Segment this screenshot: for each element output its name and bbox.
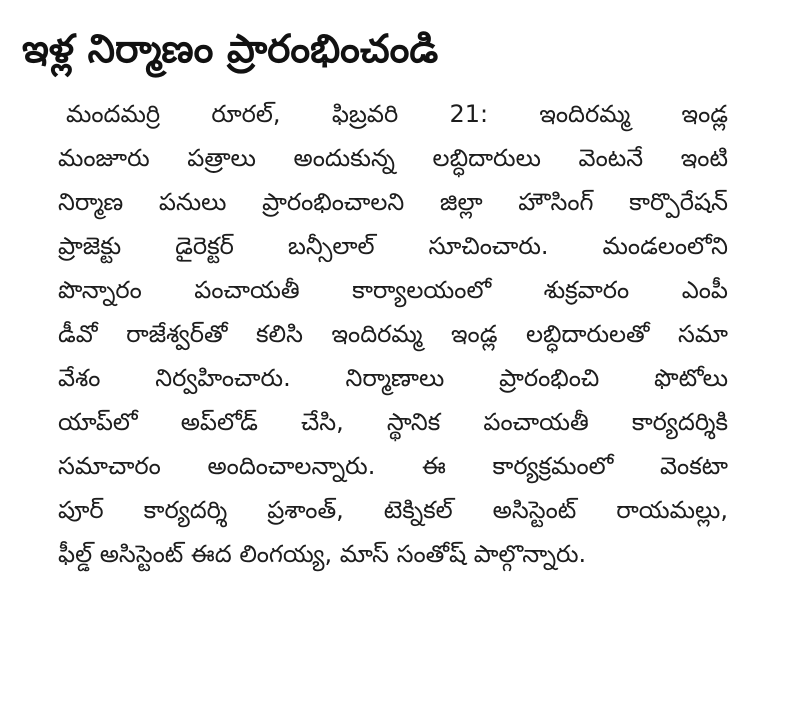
article-line: యాప్‌లో అప్‌లోడ్ చేసి, స్థానిక పంచాయతీ కార్యదర్శికి [58, 408, 728, 436]
article-line: ఫీల్డ్ అసిస్టెంట్ ఈద లింగయ్య, మాస్ సంతోష్ పాల్గొన్నారు. [58, 540, 587, 568]
article-line: నిర్మాణ పనులు ప్రారంభించాలని జిల్లా హౌసింగ్ కార్పొరేషన్ [58, 188, 728, 216]
article-line: సమాచారం అందించాలన్నారు. ఈ కార్యక్రమంలో వెంకటా [58, 452, 728, 480]
article-line: మందమర్రి రూరల్, ఫిబ్రవరి 21: ఇందిరమ్మ ఇండ్ల [66, 100, 728, 128]
cropped-text-residue [240, 0, 490, 5]
article-line: పొన్నారం పంచాయతీ కార్యాలయంలో శుక్రవారం ఎంపీ [58, 276, 728, 304]
article-line: ప్రాజెక్టు డైరెక్టర్ బన్సీలాల్ సూచించారు. మండలంలోని [58, 232, 728, 260]
article-line: మంజూరు పత్రాలు అందుకున్న లబ్ధిదారులు వెంటనే ఇంటి [58, 144, 728, 172]
article-line: వేశం నిర్వహించారు. నిర్మాణాలు ప్రారంభించి ఫొటోలు [58, 364, 728, 392]
article-headline: ఇళ్ల నిర్మాణం ప్రారంభించండి [22, 27, 439, 72]
article-body [58, 92, 728, 576]
article-line: డీవో రాజేశ్వర్‌తో కలిసి ఇందిరమ్మ ఇండ్ల లబ్ధిదారులతో సమా [58, 320, 728, 348]
article-line: పూర్ కార్యదర్శి ప్రశాంత్, టెక్నికల్ అసిస్టెంట్ రాయమల్లు, [58, 496, 728, 524]
